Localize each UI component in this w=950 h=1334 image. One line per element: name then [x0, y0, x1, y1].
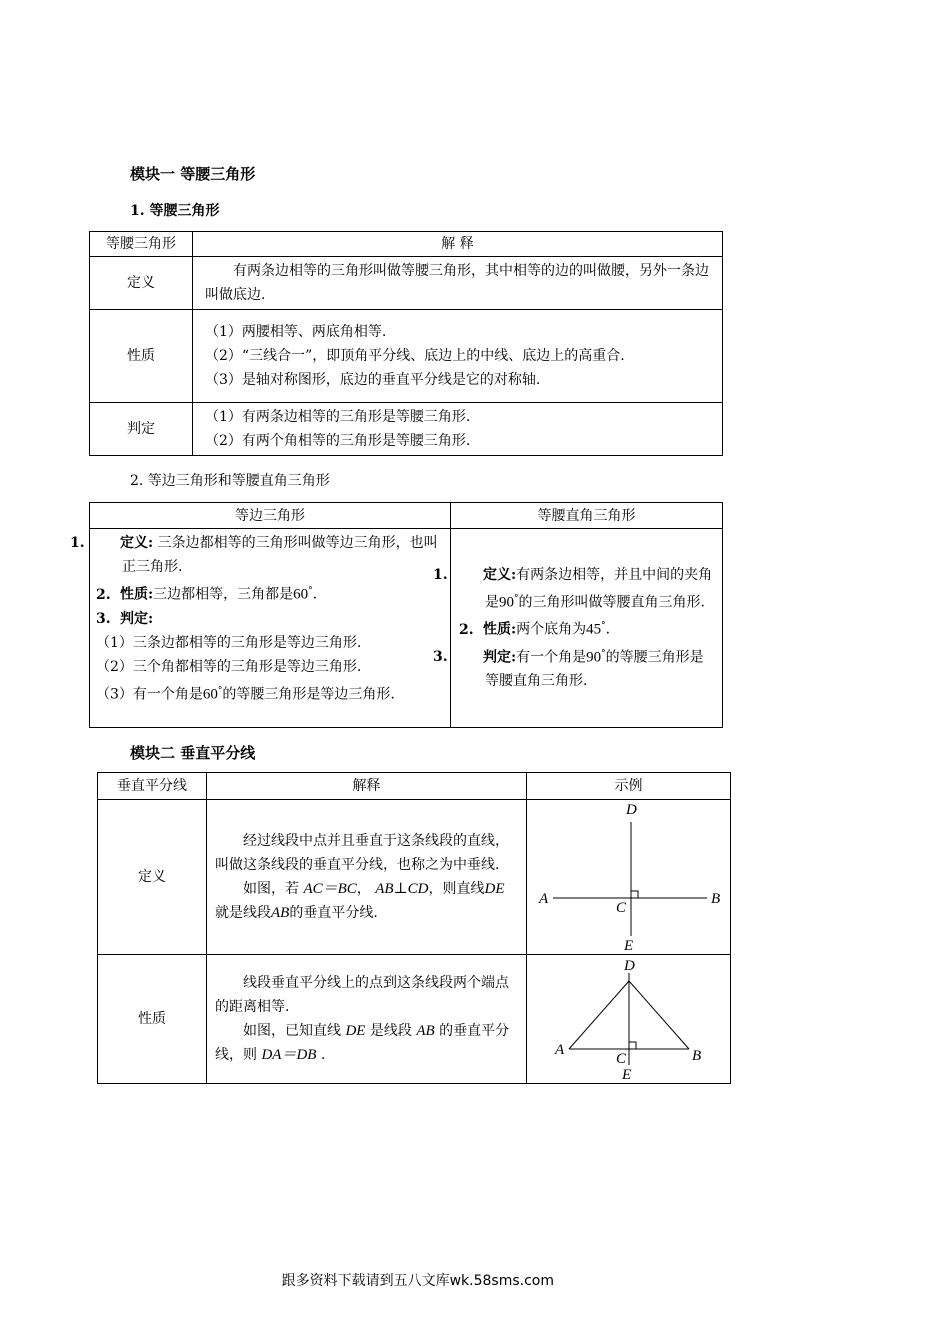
label-a: A	[539, 891, 549, 907]
row-term: 定义	[98, 800, 207, 955]
header-term: 垂直平分线	[98, 773, 207, 800]
table-row	[98, 800, 731, 955]
equilateral-table	[70, 502, 723, 728]
perpendicular-bisector-figure	[527, 800, 731, 954]
module1-title: 模块一 等腰三角形	[130, 165, 256, 183]
isosceles-right-cell: 1. 定义:有两条边相等，并且中间的夹角是90°的三角形叫做等腰直角三角形. 2. 性质:两个底角为45°. 3. 判定:有一个角是90°的等腰三角形是等腰直角三角形.	[451, 529, 723, 728]
isosceles-bisector-figure	[527, 955, 731, 1083]
header-example: 示例	[527, 773, 731, 800]
definition-figure-cell	[527, 800, 731, 955]
table-row	[98, 955, 731, 1084]
row-term: 判定	[90, 403, 193, 456]
table-row	[90, 257, 723, 310]
table-header-row	[90, 232, 723, 257]
label-a: A	[555, 1042, 565, 1058]
label-b: B	[711, 891, 721, 907]
isosceles-table	[89, 231, 723, 456]
label-e: E	[622, 1067, 632, 1083]
row-judgement: （1）有两条边相等的三角形是等腰三角形. （2）有两个角相等的三角形是等腰三角形.	[193, 403, 723, 456]
row-properties: （1）两腰相等、两底角相等. （2）“三线合一”，即顶角平分线、底边上的中线、底边上的高重合. （3）是轴对称图形，底边的垂直平分线是它的对称轴.	[193, 310, 723, 403]
header-explain: 解 释	[193, 232, 723, 257]
table-header-row	[98, 773, 731, 800]
label-c: C	[616, 1051, 627, 1067]
label-d: D	[624, 958, 635, 974]
perpendicular-bisector-table	[97, 772, 731, 1084]
section1-title: 1. 等腰三角形	[130, 203, 220, 219]
right-angle-mark	[631, 891, 638, 898]
module2-title: 模块二 垂直平分线	[130, 744, 256, 762]
row-term: 性质	[90, 310, 193, 403]
right-angle-mark	[629, 1042, 636, 1049]
footer-text: 跟多资料下载请到五八文库wk.58sms.com	[281, 1273, 554, 1289]
label-d: D	[626, 802, 637, 818]
definition-explain: 经过线段中点并且垂直于这条线段的直线，叫做这条线段的垂直平分线，也称之为中垂线. 如图，若 AC＝BC， AB⊥CD，则直线DE就是线段AB的垂直平分线.	[207, 800, 527, 955]
header-equilateral: 等边三角形	[90, 503, 451, 529]
table-row	[90, 403, 723, 456]
header-term: 等腰三角形	[90, 232, 193, 257]
row-term: 性质	[98, 955, 207, 1084]
segment-db	[629, 981, 689, 1049]
row-definition: 有两条边相等的三角形叫做等腰三角形，其中相等的边的叫做腰，另外一条边叫做底边.	[193, 257, 723, 310]
table-row	[90, 310, 723, 403]
section2-title: 2. 等边三角形和等腰直角三角形	[130, 473, 330, 489]
table-row	[90, 529, 723, 728]
header-isosceles-right: 等腰直角三角形	[451, 503, 723, 529]
row-term: 定义	[90, 257, 193, 310]
table-header-row	[90, 503, 723, 529]
label-e: E	[624, 938, 634, 954]
equilateral-cell: 1. 定义: 三条边都相等的三角形叫做等边三角形，也叫正三角形. 2. 性质:三边都相等，三角都是60°. 3. 判定: （1）三条边都相等的三角形是等边三角形. （2）三个角都相等的三角形是等边三角形. （3）有一个角是60°的等腰三角形是等边三角形.	[90, 529, 451, 728]
property-figure-cell	[527, 955, 731, 1084]
label-c: C	[616, 900, 627, 916]
segment-da	[569, 981, 629, 1049]
label-b: B	[692, 1048, 702, 1064]
header-explain: 解释	[207, 773, 527, 800]
property-explain: 线段垂直平分线上的点到这条线段两个端点的距离相等. 如图，已知直线 DE 是线段 AB 的垂直平分线，则 DA＝DB .	[207, 955, 527, 1084]
